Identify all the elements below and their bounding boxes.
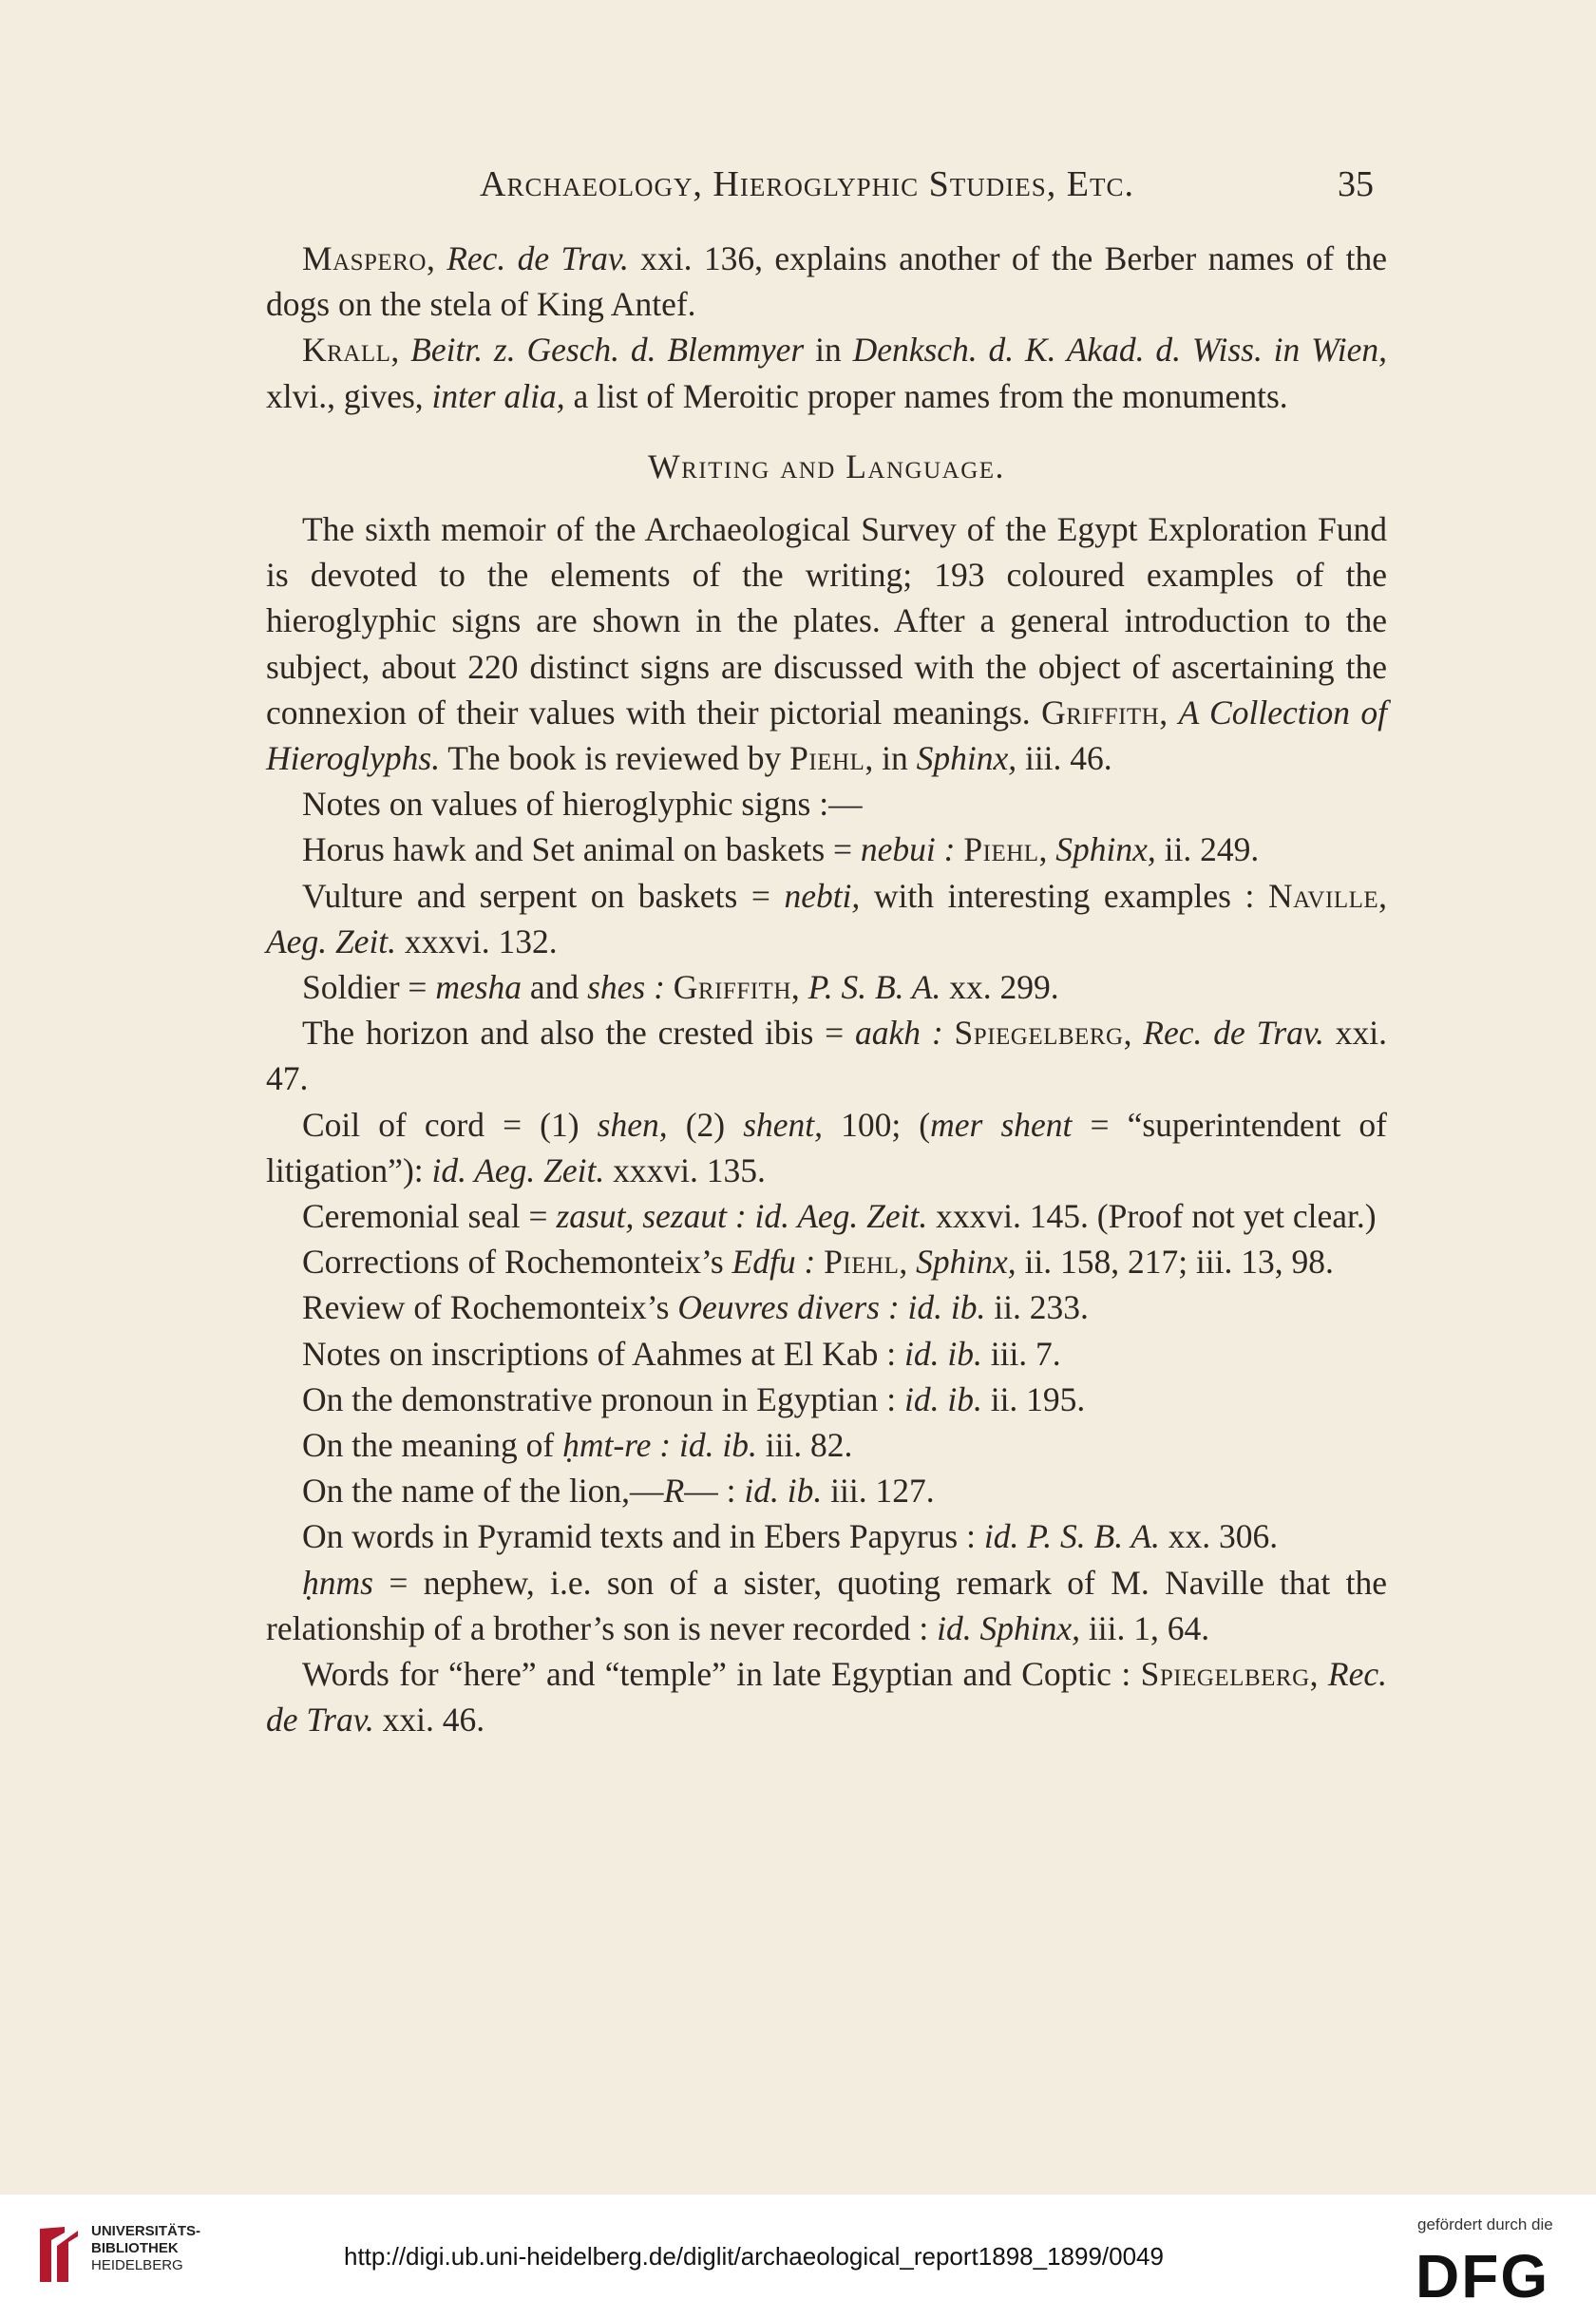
text-run: The sixth memoir of the Archaeological Survey of the Egypt Exploration Fund is devoted to the elements of the writing; 193 coloured examples of the hieroglyphic signs are shown in the plates. After a general introduction to the subject, about 220 distinct signs are discussed with the object of ascertaining the connexion of their values with their pictorial meanings. (266, 510, 1387, 732)
citation-title: Rec. de Trav. (446, 239, 629, 277)
text-run: On the demonstrative pronoun in Egyptian : (302, 1379, 904, 1418)
dfg-logo: DFG (1416, 2242, 1550, 2310)
text-run: Soldier = (302, 968, 436, 1007)
text-run: iii. 82. (756, 1426, 853, 1465)
citation-title: A Collection of Hieroglyphs. (266, 693, 1387, 778)
text-run: xx. 306. (1159, 1517, 1279, 1556)
text-run: , (1378, 876, 1388, 915)
funding-caption: gefördert durch die (1417, 2215, 1553, 2233)
text-run: ii. 195. (981, 1379, 1086, 1418)
latin-phrase: inter alia, (431, 376, 565, 415)
page-number: 35 (1338, 164, 1374, 204)
text-run: , (790, 968, 808, 1007)
text-run: On the meaning of (302, 1426, 563, 1465)
citation-title: id. ib. (903, 1379, 982, 1418)
paragraph-nephew (266, 1560, 1387, 1651)
paragraph-vulture (266, 873, 1387, 964)
text-run: = nephew, i.e. son of a sister, quoting remark of M. Naville that the relationship of a brother’s son is never recorded : (266, 1563, 1387, 1647)
term: shes : (587, 968, 665, 1007)
term: nebui : (860, 830, 956, 869)
text-run: 100; ( (823, 1105, 931, 1144)
text-run: , (426, 239, 447, 277)
author-name: Piehl (789, 739, 865, 778)
term: R (663, 1472, 685, 1511)
text-run: iii. 7. (981, 1334, 1061, 1373)
author-name: Piehl (963, 830, 1039, 869)
paragraph-horus-hawk (266, 827, 1387, 872)
library-name-line: HEIDELBERG (91, 2257, 183, 2273)
term: nebti, (784, 876, 861, 915)
text-run: xxi. 47. (266, 1014, 1387, 1098)
citation-title: Sphinx, (1055, 830, 1156, 869)
text-run: in (804, 331, 853, 370)
citation-title: Denksch. d. K. Akad. d. Wiss. in Wien, (852, 331, 1387, 370)
text-run: On words in Pyramid texts and in Ebers Papyrus : (302, 1517, 984, 1556)
text-run: with interesting examples : (860, 876, 1268, 915)
citation-title: Aeg. Zeit. (266, 922, 397, 960)
text-run (943, 1014, 955, 1052)
text-run: Notes on inscriptions of Aahmes at El Kab : (302, 1334, 904, 1373)
text-run: , in (864, 739, 917, 778)
paragraph-hmt-re (266, 1422, 1387, 1468)
author-name: Maspero (302, 239, 427, 277)
text-run: a list of Meroitic proper names from the monuments. (564, 376, 1288, 415)
citation-title: Sphinx, (916, 739, 1017, 778)
text-run: Corrections of Rochemonteix’s (302, 1243, 732, 1282)
text-run: ii. 233. (985, 1288, 1089, 1327)
paragraph-corrections (266, 1239, 1387, 1284)
text-run: , (1038, 830, 1056, 869)
citation-title: Rec. de Trav. (1143, 1014, 1324, 1053)
citation-title: Sphinx, (916, 1243, 1016, 1282)
text-run: xlvi., gives, (266, 376, 432, 415)
paragraph-survey-memoir (266, 506, 1387, 781)
text-run: xxxvi. 132. (396, 922, 558, 960)
text-run: xxi. 136, explains another of the Berber names of the dogs on the stela of King Antef. (266, 239, 1388, 324)
paragraph-review (266, 1284, 1387, 1330)
running-title: Archaeology, Hieroglyphic Studies, Etc. (480, 164, 1135, 204)
text-run: xxxvi. 135. (604, 1150, 766, 1189)
citation-title: id. ib. (744, 1472, 823, 1511)
citation-title: Beitr. z. Gesch. d. Blemmyer (410, 331, 805, 370)
text-run: On the name of the lion,— (302, 1472, 664, 1511)
paragraph-ceremonial-seal (266, 1193, 1387, 1239)
library-name-line: UNIVERSITÄTS- (91, 2223, 201, 2239)
university-library-logo-icon (36, 2223, 82, 2286)
citation-title: Oeuvres divers : id. ib. (677, 1288, 986, 1327)
paragraph-lion (266, 1468, 1387, 1513)
text-run: The book is reviewed by (440, 739, 790, 778)
paragraph-aahmes (266, 1331, 1387, 1377)
text-run: iii. 127. (822, 1472, 935, 1511)
text-run: , (1309, 1655, 1328, 1694)
citation-title: Rec. de Trav. (266, 1655, 1387, 1739)
text-run: Ceremonial seal = (302, 1197, 557, 1236)
paragraph-krall (266, 327, 1387, 418)
paragraph-demonstrative (266, 1377, 1387, 1422)
text-run: — : (684, 1472, 745, 1511)
text-run: Horus hawk and Set animal on baskets = (302, 830, 861, 869)
term: ḥmt-re : id. ib. (562, 1426, 757, 1465)
paragraph-notes-intro: Notes on values of hieroglyphic signs :— (302, 785, 863, 824)
text-run: Coil of cord = (1) (302, 1105, 598, 1144)
text-run: Vulture and serpent on baskets = (302, 876, 785, 915)
citation-title: P. S. B. A. (808, 968, 941, 1007)
paragraph-horizon (266, 1010, 1387, 1101)
text-run (815, 1243, 824, 1281)
running-header (0, 160, 1596, 217)
term: mesha (435, 968, 522, 1007)
citation-title: id. ib. (903, 1334, 982, 1373)
text-run: (2) (667, 1105, 744, 1144)
author-name: Krall (302, 331, 391, 370)
text-run: , (899, 1243, 917, 1282)
paragraph-maspero (266, 236, 1387, 327)
author-name: Piehl (824, 1243, 900, 1282)
text-run: iii. 46. (1016, 739, 1112, 778)
text-run: xx. 299. (940, 968, 1059, 1007)
citation-title: id. Sphinx, (937, 1608, 1081, 1647)
text-run: xxxvi. 145. (Proof not yet clear.) (927, 1197, 1377, 1236)
text-run: , (1159, 693, 1179, 732)
term: shent, (743, 1105, 824, 1144)
section-heading: Writing and Language. (648, 447, 1005, 485)
university-library-name (91, 2223, 200, 2274)
text-run: Words for “here” and “temple” in late Egyptian and Coptic : (302, 1655, 1141, 1694)
text-run: , (1123, 1014, 1144, 1053)
author-name: Griffith (1041, 693, 1160, 732)
text-run: Review of Rochemonteix’s (302, 1288, 678, 1327)
term: mer shent (930, 1105, 1073, 1144)
text-run: iii. 1, 64. (1080, 1608, 1210, 1647)
paragraph-coil-of-cord (266, 1102, 1387, 1193)
text-run: , (390, 331, 411, 370)
page-body (266, 236, 1387, 1743)
citation-title: Edfu : (732, 1243, 816, 1282)
author-name: Naville (1267, 876, 1379, 915)
term: zasut, sezaut : id. Aeg. Zeit. (556, 1197, 928, 1236)
paragraph-soldier (266, 964, 1387, 1010)
text-run: ii. 249. (1155, 830, 1260, 869)
permalink-url[interactable]: http://digi.ub.uni-heidelberg.de/diglit/archaeological_report1898_1899/0049 (344, 2242, 1164, 2271)
library-name-line: BIBLIOTHEK (91, 2240, 179, 2256)
text-run: The horizon and also the crested ibis = (302, 1014, 856, 1053)
term: aakh : (855, 1014, 943, 1053)
author-name: Spiegelberg (1140, 1655, 1310, 1694)
term: ḥnms (302, 1563, 373, 1602)
text-run: ii. 158, 217; iii. 13, 98. (1016, 1243, 1334, 1282)
citation-title: id. Aeg. Zeit. (431, 1150, 605, 1189)
paragraph-pyramid-texts (266, 1513, 1387, 1559)
text-run: = “superintendent of litigation”): (266, 1105, 1387, 1189)
text-run: and (522, 968, 588, 1007)
viewer-footer (0, 2195, 1596, 2319)
citation-title: id. P. S. B. A. (983, 1517, 1160, 1556)
paragraph-here-temple (266, 1651, 1387, 1742)
author-name: Griffith (673, 968, 791, 1007)
term: shen, (597, 1105, 668, 1144)
text-run (665, 968, 674, 1006)
text-run: xxi. 46. (373, 1701, 485, 1739)
author-name: Spiegelberg (954, 1014, 1124, 1053)
